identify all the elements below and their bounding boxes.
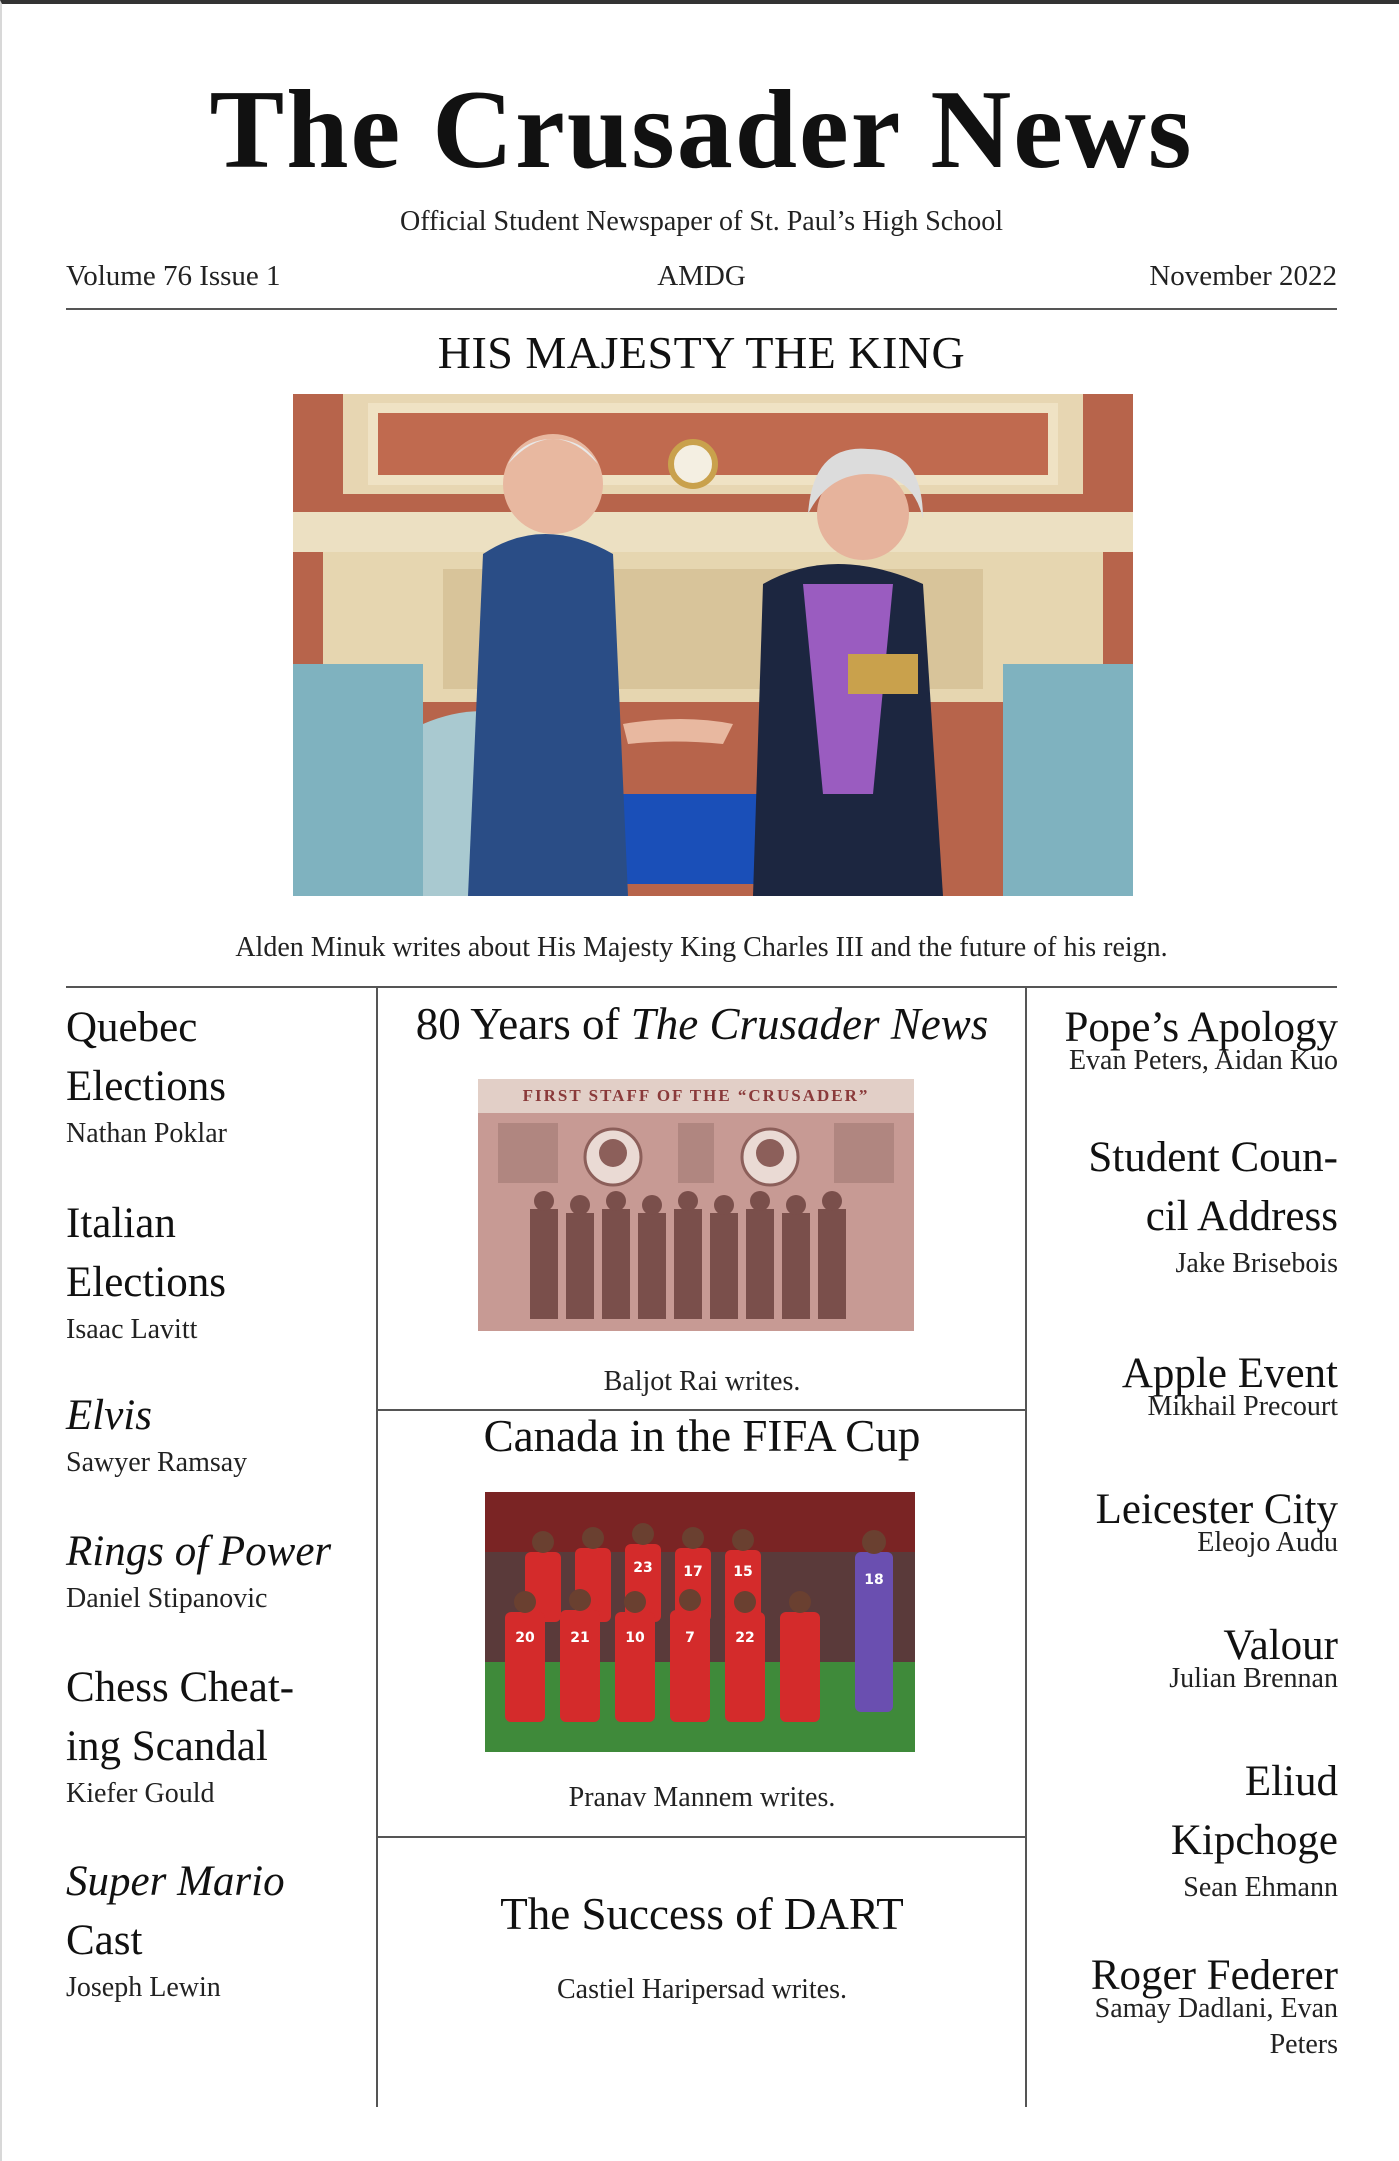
- story-elvis[interactable]: [66, 1386, 386, 1481]
- story-author: Samay Dadlani, Evan: [1094, 1993, 1338, 2024]
- story-title: Super Mario: [66, 1858, 285, 1905]
- story-title: Elvis: [66, 1392, 152, 1439]
- story-title: Roger Federer: [1090, 1952, 1338, 1999]
- story-author: Sawyer Ramsay: [66, 1447, 248, 1478]
- jersey-number: 17: [683, 1564, 703, 1580]
- story-rings-of-power[interactable]: [66, 1522, 386, 1617]
- story-italian-elections[interactable]: [66, 1194, 386, 1348]
- masthead-title: The Crusader News: [209, 68, 1194, 192]
- story-title: Eliud: [1244, 1758, 1338, 1805]
- lead-headline: HIS MAJESTY THE KING: [437, 327, 966, 378]
- story-valour[interactable]: [1032, 1616, 1338, 1697]
- story-title: Apple Event: [1121, 1350, 1338, 1397]
- jersey-number: 7: [685, 1630, 695, 1646]
- story-chess-scandal[interactable]: [66, 1658, 386, 1812]
- first-staff-banner: FIRST STAFF OF THE “CRUSADER”: [522, 1086, 870, 1105]
- section-divider: [66, 986, 1337, 988]
- story-title: Leicester City: [1095, 1486, 1338, 1533]
- story-title: Kipchoge: [1170, 1817, 1338, 1864]
- motto: AMDG: [657, 260, 746, 292]
- center-divider-2: [376, 1836, 1026, 1838]
- story-author: Mikhail Precourt: [1147, 1391, 1338, 1422]
- anniversary-title-prefix: 80 Years of: [415, 999, 631, 1049]
- story-title: Valour: [1223, 1622, 1338, 1669]
- story-title: Pope’s Apology: [1064, 1004, 1338, 1051]
- dart-title[interactable]: The Success of DART: [500, 1889, 904, 1939]
- story-super-mario-cast[interactable]: [66, 1852, 386, 2006]
- story-title: ing Scandal: [66, 1723, 268, 1770]
- story-roger-federer[interactable]: [1032, 1946, 1338, 2063]
- story-title: Rings of Power: [66, 1528, 332, 1575]
- issue-meta-row: [66, 260, 1337, 300]
- story-author: Julian Brennan: [1169, 1663, 1338, 1694]
- jersey-number: 22: [735, 1630, 755, 1646]
- first-staff-photo: [478, 1079, 914, 1331]
- story-author: Joseph Lewin: [66, 1972, 221, 2003]
- story-author: Evan Peters, Aidan Kuo: [1068, 1045, 1338, 1076]
- lead-caption: Alden Minuk writes about His Majesty King Charles III and the future of his reign.: [235, 932, 1168, 963]
- story-author: Daniel Stipanovic: [66, 1583, 268, 1614]
- jersey-number: 23: [633, 1560, 653, 1576]
- jersey-number: 10: [625, 1630, 645, 1646]
- team-canada-photo: [485, 1492, 915, 1752]
- story-author: Peters: [1269, 2029, 1338, 2060]
- story-title: Quebec: [66, 1004, 198, 1051]
- story-title: Chess Cheat-: [66, 1664, 295, 1711]
- jersey-number: 15: [733, 1564, 753, 1580]
- lead-photo: [293, 394, 1133, 896]
- masthead-subtitle: Official Student Newspaper of St. Paul’s High School: [400, 206, 1003, 237]
- story-title: Student Coun-: [1088, 1134, 1338, 1181]
- story-quebec-elections[interactable]: [66, 998, 386, 1152]
- issue-date: November 2022: [1149, 260, 1337, 292]
- story-student-council[interactable]: [1032, 1128, 1338, 1282]
- story-popes-apology[interactable]: [1032, 998, 1338, 1079]
- anniversary-title-paper: The Crusader News: [630, 999, 989, 1049]
- story-apple-event[interactable]: [1032, 1344, 1338, 1425]
- story-eliud-kipchoge[interactable]: [1032, 1752, 1338, 1906]
- jersey-number: 18: [864, 1572, 884, 1588]
- story-author: Kiefer Gould: [66, 1778, 215, 1809]
- story-title: cil Address: [1145, 1193, 1338, 1240]
- story-title: Elections: [66, 1063, 227, 1110]
- story-author: Jake Brisebois: [1175, 1248, 1338, 1279]
- jersey-number: 21: [570, 1630, 590, 1646]
- volume-issue: Volume 76 Issue 1: [66, 260, 281, 292]
- jersey-number: 20: [515, 1630, 535, 1646]
- fifa-title[interactable]: Canada in the FIFA Cup: [483, 1411, 921, 1461]
- story-title: Italian: [66, 1200, 176, 1247]
- top-divider: [66, 308, 1337, 310]
- story-leicester-city[interactable]: [1032, 1480, 1338, 1561]
- story-author: Sean Ehmann: [1183, 1872, 1338, 1903]
- story-author: Nathan Poklar: [66, 1118, 227, 1149]
- story-title: Cast: [66, 1917, 143, 1964]
- dart-caption: Castiel Haripersad writes.: [556, 1974, 848, 2005]
- story-title: Elections: [66, 1259, 227, 1306]
- story-author: Eleojo Audu: [1197, 1527, 1338, 1558]
- right-column-divider: [1025, 987, 1027, 2107]
- fifa-caption: Pranav Mannem writes.: [568, 1782, 836, 1813]
- story-author: Isaac Lavitt: [66, 1314, 198, 1345]
- anniversary-caption: Baljot Rai writes.: [603, 1366, 801, 1397]
- anniversary-title[interactable]: [380, 998, 1024, 1050]
